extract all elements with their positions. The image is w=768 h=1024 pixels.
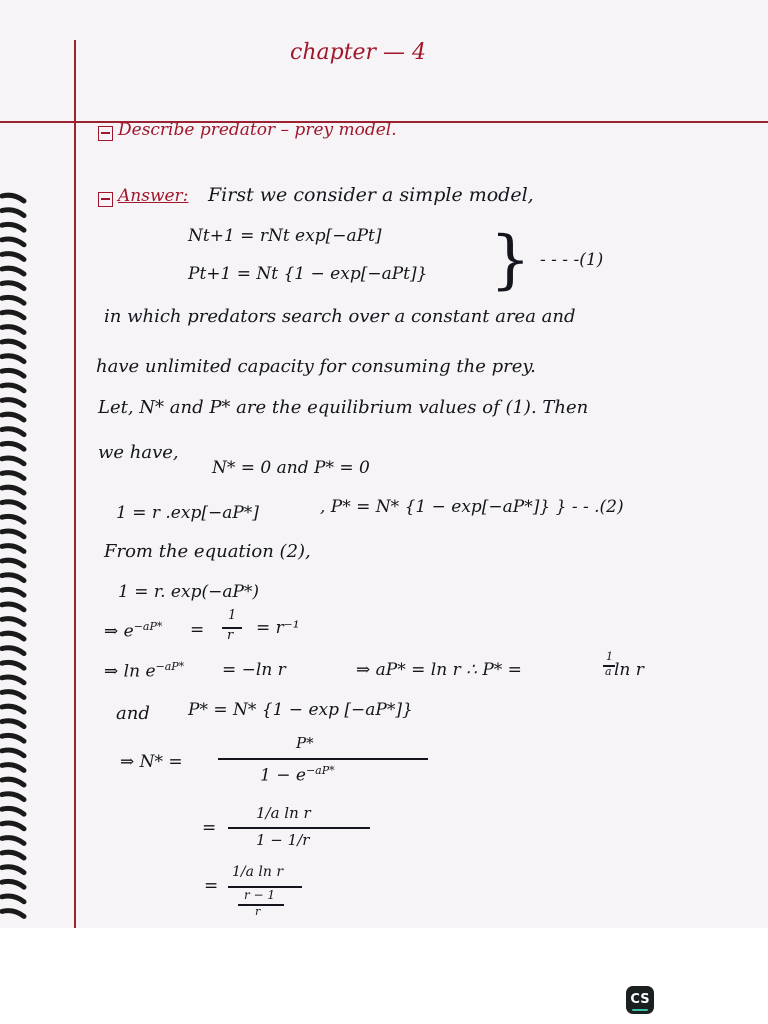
fraction-bar bbox=[228, 827, 370, 829]
step-3-frac-num: 1 bbox=[606, 650, 613, 663]
spiral-coil bbox=[2, 881, 24, 887]
spiral-coil bbox=[2, 254, 24, 260]
spiral-coil bbox=[2, 268, 24, 274]
spiral-binding bbox=[0, 190, 30, 928]
spiral-coil bbox=[2, 239, 24, 245]
step-7-den-num: r − 1 bbox=[244, 888, 276, 902]
step-4-eq: P* = N* {1 − exp [−aP*]} bbox=[188, 700, 413, 720]
step-3-exponent: −aP* bbox=[155, 660, 185, 673]
step-3-lhs bbox=[104, 660, 184, 682]
step-3-tail: ln r bbox=[614, 660, 644, 680]
step-3-frac-den: a bbox=[605, 665, 612, 678]
spiral-coil bbox=[2, 546, 24, 552]
spiral-coil bbox=[2, 750, 24, 756]
spiral-coil bbox=[2, 677, 24, 683]
spiral-coil bbox=[2, 516, 24, 522]
step-7-num: 1/a ln r bbox=[232, 864, 284, 880]
text-line-4: Let, N* and P* are the equilibrium values of (1). Then bbox=[98, 397, 589, 418]
equation-1b: Pt+1 = Nt {1 − exp[−aPt]} bbox=[188, 264, 428, 284]
spiral-coil bbox=[2, 604, 24, 610]
spiral-coil bbox=[2, 370, 24, 376]
camscanner-logo: CS bbox=[626, 986, 654, 1014]
spiral-coil bbox=[2, 633, 24, 639]
equation-2b: , P* = N* {1 − exp[−aP*]} } - - .(2) bbox=[320, 497, 624, 517]
spiral-coil bbox=[2, 443, 24, 449]
spiral-coil bbox=[2, 867, 24, 873]
equilibrium-trivial: N* = 0 and P* = 0 bbox=[212, 458, 370, 478]
spiral-coil bbox=[2, 297, 24, 303]
spiral-coil bbox=[2, 224, 24, 230]
spiral-coil bbox=[2, 414, 24, 420]
step-2-lhs bbox=[104, 620, 162, 642]
spiral-coil bbox=[2, 808, 24, 814]
step-3-base: ⇒ ln e bbox=[104, 661, 156, 682]
spiral-coil bbox=[2, 531, 24, 537]
spiral-coil bbox=[2, 911, 24, 917]
step-5-den-base: 1 − e bbox=[260, 765, 306, 786]
spiral-coil bbox=[2, 692, 24, 698]
answer-marker-icon bbox=[98, 192, 113, 207]
spiral-coil bbox=[2, 400, 24, 406]
spiral-coil bbox=[2, 560, 24, 566]
step-5-den bbox=[260, 764, 335, 786]
question-text: Describe predator – prey model. bbox=[118, 120, 397, 140]
step-5-num: P* bbox=[296, 734, 314, 752]
step-2-exponent: −aP* bbox=[133, 620, 163, 633]
answer-label: Answer: bbox=[118, 186, 189, 206]
spiral-coil bbox=[2, 823, 24, 829]
step-3-rhs: ⇒ aP* = ln r ∴ P* = bbox=[356, 660, 522, 680]
step-7-den-den: r bbox=[255, 905, 261, 918]
spiral-coil bbox=[2, 706, 24, 712]
step-6-num: 1/a ln r bbox=[256, 804, 311, 822]
step-4-and: and bbox=[116, 703, 150, 724]
step-3-mid: = −ln r bbox=[222, 660, 286, 680]
spiral-coil bbox=[2, 896, 24, 902]
spiral-coil bbox=[2, 589, 24, 595]
equation-2a: 1 = r .exp[−aP*] bbox=[116, 503, 259, 523]
step-6-equals: = bbox=[202, 818, 217, 838]
spiral-coil bbox=[2, 429, 24, 435]
spiral-coil bbox=[2, 473, 24, 479]
step-5-den-exponent: −aP* bbox=[305, 764, 335, 777]
spiral-coil bbox=[2, 721, 24, 727]
spiral-coil bbox=[2, 794, 24, 800]
answer-line-1: First we consider a simple model, bbox=[208, 184, 534, 206]
step-2-frac-den: r bbox=[227, 628, 234, 643]
text-line-5: we have, bbox=[98, 442, 179, 463]
spiral-coil bbox=[2, 502, 24, 508]
text-line-6: From the equation (2), bbox=[104, 541, 311, 562]
step-2-base: ⇒ e bbox=[104, 621, 134, 642]
equation-1a: Nt+1 = rNt exp[−aPt] bbox=[188, 226, 382, 246]
text-line-2: in which predators search over a constant area and bbox=[104, 306, 576, 327]
spiral-coil bbox=[2, 662, 24, 668]
step-1: 1 = r. exp(−aP*) bbox=[118, 582, 260, 602]
spiral-coil bbox=[2, 779, 24, 785]
chapter-heading: chapter — 4 bbox=[290, 40, 427, 65]
step-2-frac-num: 1 bbox=[228, 608, 237, 623]
step-2-equals: = bbox=[190, 620, 205, 640]
step-7-equals: = bbox=[204, 876, 219, 896]
text-line-3: have unlimited capacity for consuming the prey. bbox=[96, 356, 536, 377]
spiral-coil bbox=[2, 195, 24, 201]
margin-line bbox=[74, 40, 76, 928]
brace-icon: } bbox=[490, 223, 531, 297]
step-2-rhs: = r⁻¹ bbox=[256, 618, 300, 638]
spiral-coil bbox=[2, 648, 24, 654]
spiral-coil bbox=[2, 852, 24, 858]
step-6-den: 1 − 1/r bbox=[256, 831, 310, 849]
spiral-coil bbox=[2, 487, 24, 493]
fraction-bar bbox=[218, 758, 428, 760]
equation-1-tag: - - - -(1) bbox=[540, 250, 604, 270]
spiral-coil bbox=[2, 385, 24, 391]
spiral-coil bbox=[2, 356, 24, 362]
spiral-coil bbox=[2, 341, 24, 347]
spiral-coil bbox=[2, 283, 24, 289]
spiral-coil bbox=[2, 735, 24, 741]
spiral-coil bbox=[2, 838, 24, 844]
spiral-coil bbox=[2, 765, 24, 771]
fraction-bar bbox=[238, 904, 284, 906]
spiral-coil bbox=[2, 312, 24, 318]
spiral-coil bbox=[2, 458, 24, 464]
spiral-coil bbox=[2, 327, 24, 333]
step-5-lhs: ⇒ N* = bbox=[120, 752, 183, 772]
spiral-coil bbox=[2, 575, 24, 581]
question-marker-icon bbox=[98, 126, 113, 141]
spiral-coil bbox=[2, 619, 24, 625]
spiral-coil bbox=[2, 210, 24, 216]
